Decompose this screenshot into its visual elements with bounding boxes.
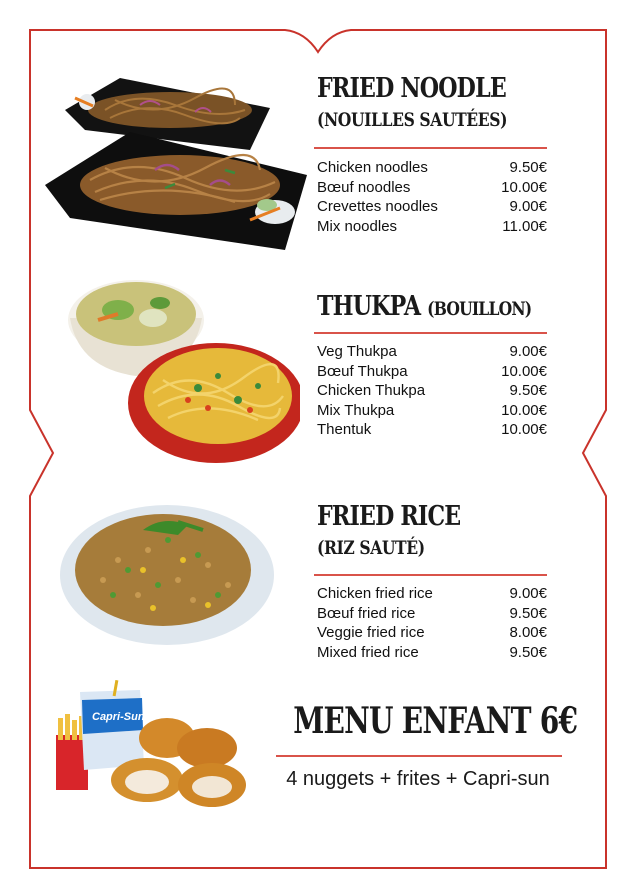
menu-list bbox=[317, 584, 547, 662]
menu-item-name: Bœuf fried rice bbox=[317, 604, 416, 622]
section-title-line bbox=[317, 290, 532, 326]
menu-item bbox=[317, 381, 547, 401]
menu-item-name: Chicken fried rice bbox=[317, 585, 433, 602]
menu-item bbox=[317, 342, 547, 362]
section-fried-noodle bbox=[317, 72, 549, 235]
fried-noodles-image bbox=[45, 70, 310, 260]
section-divider bbox=[314, 574, 547, 576]
section-title: THUKPA bbox=[317, 291, 421, 322]
menu-item-price: 8.00€ bbox=[509, 624, 547, 641]
menu-item bbox=[317, 401, 547, 421]
kids-menu-title: MENU ENFANT 6€ bbox=[293, 700, 578, 742]
menu-item bbox=[317, 420, 547, 440]
menu-item-name: Thentuk bbox=[317, 421, 372, 438]
menu-item-price: 10.00€ bbox=[501, 178, 547, 196]
section-divider bbox=[314, 332, 547, 334]
menu-item-price: 11.00€ bbox=[502, 217, 547, 235]
pouch-label: Capri-Sun bbox=[92, 711, 145, 723]
menu-item-name: Chicken Thukpa bbox=[317, 382, 426, 399]
fried-rice-image bbox=[58, 500, 276, 650]
menu-item-price: 9.00€ bbox=[509, 585, 547, 602]
section-subtitle: (NOUILLES SAUTÉES) bbox=[317, 109, 508, 131]
menu-item-name: Veg Thukpa bbox=[317, 343, 397, 360]
kids-menu-divider bbox=[276, 755, 562, 757]
section-title: FRIED NOODLE bbox=[317, 73, 506, 104]
section-title: FRIED RICE bbox=[317, 501, 461, 532]
menu-item-price: 10.00€ bbox=[501, 401, 547, 419]
menu-item bbox=[317, 362, 547, 382]
menu-item-name: Bœuf Thukpa bbox=[317, 362, 408, 380]
menu-list bbox=[317, 158, 547, 236]
menu-item bbox=[317, 217, 547, 237]
menu-item-name: Mixed fried rice bbox=[317, 643, 419, 661]
section-thukpa bbox=[317, 290, 549, 438]
menu-item bbox=[317, 584, 547, 604]
menu-item bbox=[317, 623, 547, 643]
section-divider bbox=[314, 147, 547, 149]
menu-item bbox=[317, 604, 547, 624]
menu-item bbox=[317, 197, 547, 217]
menu-item-price: 9.50€ bbox=[509, 382, 547, 399]
menu-item-price: 9.00€ bbox=[509, 343, 547, 360]
menu-item-price: 10.00€ bbox=[501, 421, 547, 438]
menu-item-name: Chicken noodles bbox=[317, 159, 428, 176]
kids-menu-image bbox=[52, 680, 252, 815]
menu-item-price: 10.00€ bbox=[501, 362, 547, 380]
menu-item-price: 9.50€ bbox=[509, 159, 547, 176]
menu-item-name: Veggie fried rice bbox=[317, 624, 425, 641]
kids-menu-description: 4 nuggets + frites + Capri-sun bbox=[286, 768, 550, 790]
section-subtitle: (BOUILLON) bbox=[427, 298, 532, 320]
menu-item-name: Crevettes noodles bbox=[317, 198, 438, 215]
menu-item bbox=[317, 158, 547, 178]
menu-item bbox=[317, 643, 547, 663]
menu-list bbox=[317, 342, 547, 440]
menu-item-name: Mix noodles bbox=[317, 217, 398, 235]
section-subtitle: (RIZ SAUTÉ) bbox=[317, 537, 425, 559]
menu-item-price: 9.50€ bbox=[509, 604, 547, 622]
menu-item-price: 9.50€ bbox=[509, 643, 547, 661]
menu-item bbox=[317, 178, 547, 198]
thukpa-image bbox=[68, 258, 300, 468]
menu-item-price: 9.00€ bbox=[509, 198, 547, 215]
section-fried-rice bbox=[317, 500, 549, 661]
menu-item-name: Mix Thukpa bbox=[317, 401, 395, 419]
menu-item-name: Bœuf noodles bbox=[317, 178, 411, 196]
